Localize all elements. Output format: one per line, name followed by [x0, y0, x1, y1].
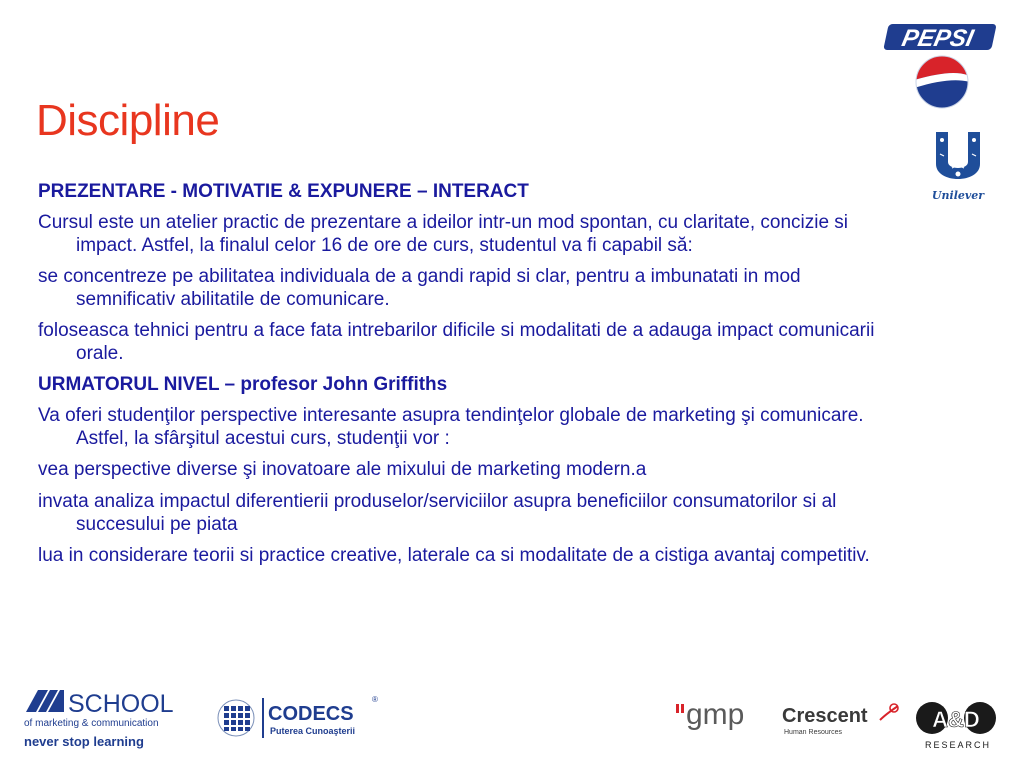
crescent-logo: [782, 700, 902, 740]
ad-research-logo: [912, 698, 1004, 750]
svg-text:Human Resources: Human Resources: [784, 729, 842, 736]
svg-text:PEPSI: PEPSI: [899, 25, 976, 52]
paragraph-perspectives: vea perspective diverse şi inovatoare ale mixului de marketing modern.a: [38, 459, 647, 480]
svg-text:of marketing & communication: of marketing & communication: [24, 718, 159, 729]
paragraph-creative-theories: lua in considerare teorii si practice creative, laterale ca si modalitate de a cistiga avantaj competitiv.: [38, 545, 870, 566]
svg-text:A&D: A&D: [932, 707, 980, 732]
school-logo: [24, 688, 198, 752]
svg-text:gmp: gmp: [686, 698, 745, 731]
paragraph-concentrate: se concentreze pe abilitatea individuala de a gandi rapid si clar, pentru a imbunatati in mod semnificativ abilitatile de comunicare.: [38, 266, 801, 310]
paragraph-impact-analysis: invata analiza impactul diferentierii produselor/serviciilor asupra beneficiilor consumatorilor si al succesului pe piata: [38, 491, 837, 535]
svg-text:®: ®: [372, 695, 378, 704]
slide-title: Discipline: [36, 96, 220, 145]
paragraph-course-intro: Cursul este un atelier practic de prezentare a ideilor intr-un mod spontan, cu claritate, concizie si impact. Astfel, la finalul celor 16 de ore de curs, studentul va fi capabil să:: [38, 212, 849, 256]
paragraph-global-trends: Va oferi studenţilor perspective interesante asupra tendinţelor globale de marketing şi comunicare. Astfel, la sfârşitul acestui curs, studenţii vor :: [38, 405, 864, 449]
pepsi-logo: [876, 18, 998, 110]
svg-text:never stop learning: never stop learning: [24, 734, 144, 749]
slide-body: [38, 180, 888, 575]
svg-text:RESEARCH: RESEARCH: [924, 740, 992, 750]
paragraph-techniques: foloseasca tehnici pentru a face fata intrebarilor dificile si modalitati de a adauga impact comunicarii orale.: [38, 320, 875, 364]
section-heading-prezentare: PREZENTARE - MOTIVATIE & EXPUNERE – INTERACT: [38, 181, 529, 202]
gmp-logo: [674, 698, 768, 736]
codecs-logo: [216, 690, 380, 746]
section-heading-urmatorul: URMATORUL NIVEL – profesor John Griffiths: [38, 374, 448, 395]
svg-text:SCHOOL: SCHOOL: [68, 690, 174, 718]
unilever-logo: [928, 128, 988, 204]
svg-text:Puterea Cunoaşterii: Puterea Cunoaşterii: [270, 726, 356, 736]
svg-text:CODECS: CODECS: [268, 703, 354, 725]
svg-text:Unilever: Unilever: [931, 189, 985, 202]
svg-text:Crescent: Crescent: [782, 705, 868, 727]
